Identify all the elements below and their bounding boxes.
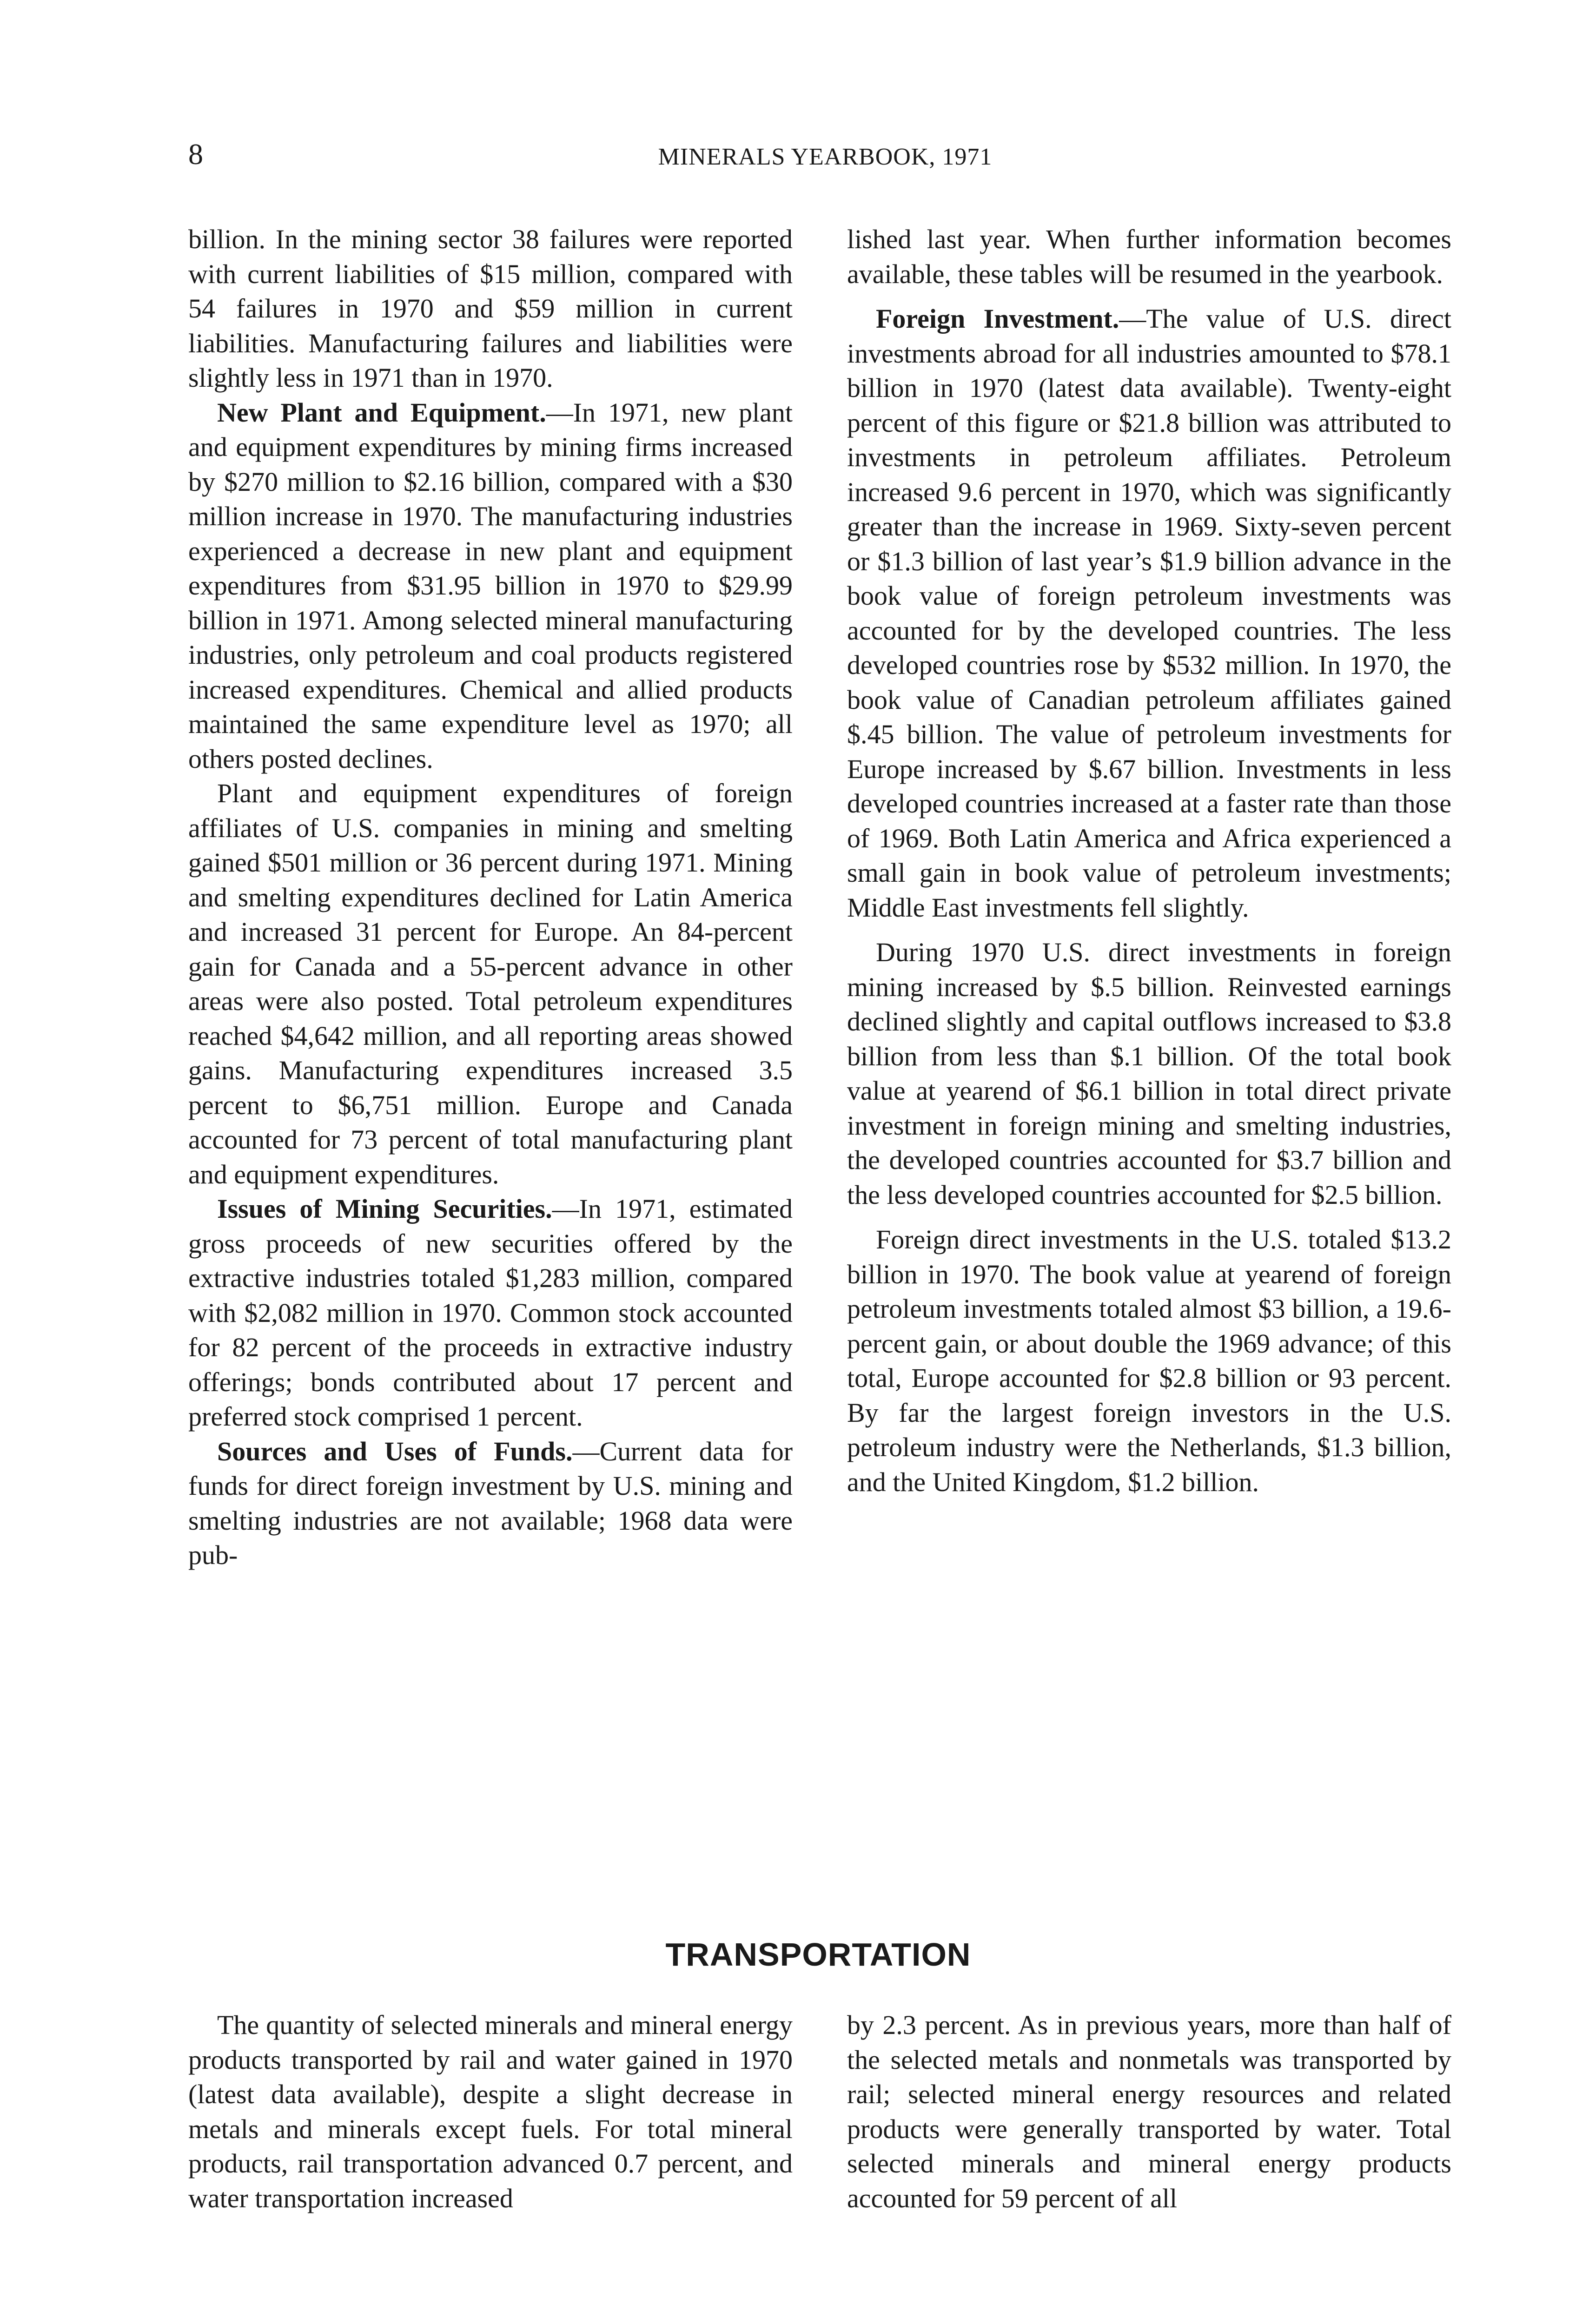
- run-in-heading-new-plant: New Plant and Equipment.: [217, 397, 546, 428]
- run-in-heading-securities: Issues of Mining Securities.: [217, 1194, 552, 1224]
- page-number: 8: [188, 138, 203, 171]
- run-in-heading-sources-uses: Sources and Uses of Funds.: [217, 1436, 573, 1466]
- paragraph-failures: billion. In the mining sector 38 failures were reported with current liabilities of $15 million, compared with 54 failures in 1970 and $59 million in current liabilities. Manufacturing failures and liabilities were slightly less in 1971 than in 1970.: [188, 224, 793, 393]
- paragraph-transportation-2: by 2.3 percent. As in previous years, more than half of the selected metals and nonmetals was transported by rail; selected mineral energy resources and related products were generally transported by water. Total selected minerals and mineral energy products accounted for 59 percent of all: [847, 2010, 1451, 2213]
- paragraph-continued: lished last year. When further information becomes available, these tables will be resumed in the yearbook.: [847, 224, 1451, 289]
- paragraph-body: —The value of U.S. direct investments abroad for all industries amounted to $78.1 billion in 1970 (latest data available). Twenty-eight percent of this figure or $21.8 billion was attributed to investments in petroleum affiliates. Petroleum increased 9.6 percent in 1970, which was significantly greater than the increase in 1969. Sixty-seven percent or $1.3 billion of last year’s $1.9 billion advance in the book value of foreign petroleum investments was accounted for by the developed countries. The less developed countries rose by $532 million. In 1970, the book value of Canadian petroleum affiliates gained $.45 billion. The value of petroleum investments for Europe increased by $.67 billion. Investments in less developed countries increased at a faster rate than those of 1969. Both Latin America and Africa experienced a small gain in book value of petroleum investments; Middle East investments fell slightly.: [847, 304, 1452, 923]
- paragraph-transportation-1: The quantity of selected minerals and mineral energy products transported by rail and water gained in 1970 (latest data available), despite a slight decrease in metals and minerals except fuels. For total mineral products, rail transportation advanced 0.7 percent, and water transportation increased: [188, 2010, 793, 2213]
- running-head: MINERALS YEARBOOK, 1971: [658, 144, 993, 170]
- section-heading-transportation: TRANSPORTATION: [665, 1936, 971, 1973]
- right-column-upper: [847, 222, 1451, 1499]
- paragraph-sources-uses: [188, 1434, 793, 1573]
- paragraph-foreign-investment: [847, 302, 1451, 925]
- run-in-heading-foreign-investment: Foreign Investment.: [876, 304, 1119, 334]
- paragraph-securities: [188, 1192, 793, 1434]
- paragraph-body: —In 1971, estimated gross proceeds of new securities offered by the extractive industries totaled $1,283 million, compared with $2,082 million in 1970. Common stock accounted for 82 percent of the proceeds in extractive industry offerings; bonds contributed about 17 percent and preferred stock comprised 1 percent.: [188, 1194, 793, 1432]
- right-column-lower: [847, 2008, 1451, 2216]
- paragraph-foreign-direct-us: Foreign direct investments in the U.S. totaled $13.2 billion in 1970. The book value at yearend of foreign petroleum investments totaled almost $3 billion, a 19.6-percent gain, or about double the 1969 advance; of this total, Europe accounted for $2.8 billion or 93 percent. By far the largest foreign investors in the U.S. petroleum industry were the Netherlands, $1.3 billion, and the United Kingdom, $1.2 billion.: [847, 1224, 1451, 1497]
- paragraph-foreign-affiliates: Plant and equipment expenditures of foreign affiliates of U.S. companies in mining and smelting gained $501 million or 36 percent during 1971. Mining and smelting expenditures declined for Latin America and increased 31 percent for Europe. An 84-percent gain for Canada and a 55-percent advance in other areas were also posted. Total petroleum expenditures reached $4,642 million, and all reporting areas showed gains. Manufacturing expenditures increased 3.5 percent to $6,751 million. Europe and Canada accounted for 73 percent of total manufacturing plant and equipment expenditures.: [188, 778, 793, 1189]
- paragraph-foreign-mining: During 1970 U.S. direct investments in foreign mining increased by $.5 billion. Reinvested earnings declined slightly and capital outflows increased to $3.8 billion from less than $.1 billion. Of the total book value at yearend of $6.1 billion in total direct private investment in foreign mining and smelting industries, the developed countries accounted for $3.7 billion and the less developed countries accounted for $2.5 billion.: [847, 937, 1451, 1210]
- left-column-lower: [188, 2008, 793, 2216]
- paragraph-body: —Current data for funds for direct foreign investment by U.S. mining and smelting industries are not available; 1968 data were pub-: [188, 1436, 793, 1570]
- paragraph-new-plant: [188, 396, 793, 777]
- left-column-upper: [188, 222, 793, 1573]
- paragraph-body: —In 1971, new plant and equipment expenditures by mining firms increased by $270 million to $2.16 billion, compared with a $30 million increase in 1970. The manufacturing industries experienced a decrease in new plant and equipment expenditures from $31.95 billion in 1970 to $29.99 billion in 1971. Among selected mineral manufacturing industries, only petroleum and coal products registered increased expenditures. Chemical and allied products maintained the same expenditure level as 1970; all others posted declines.: [188, 397, 793, 774]
